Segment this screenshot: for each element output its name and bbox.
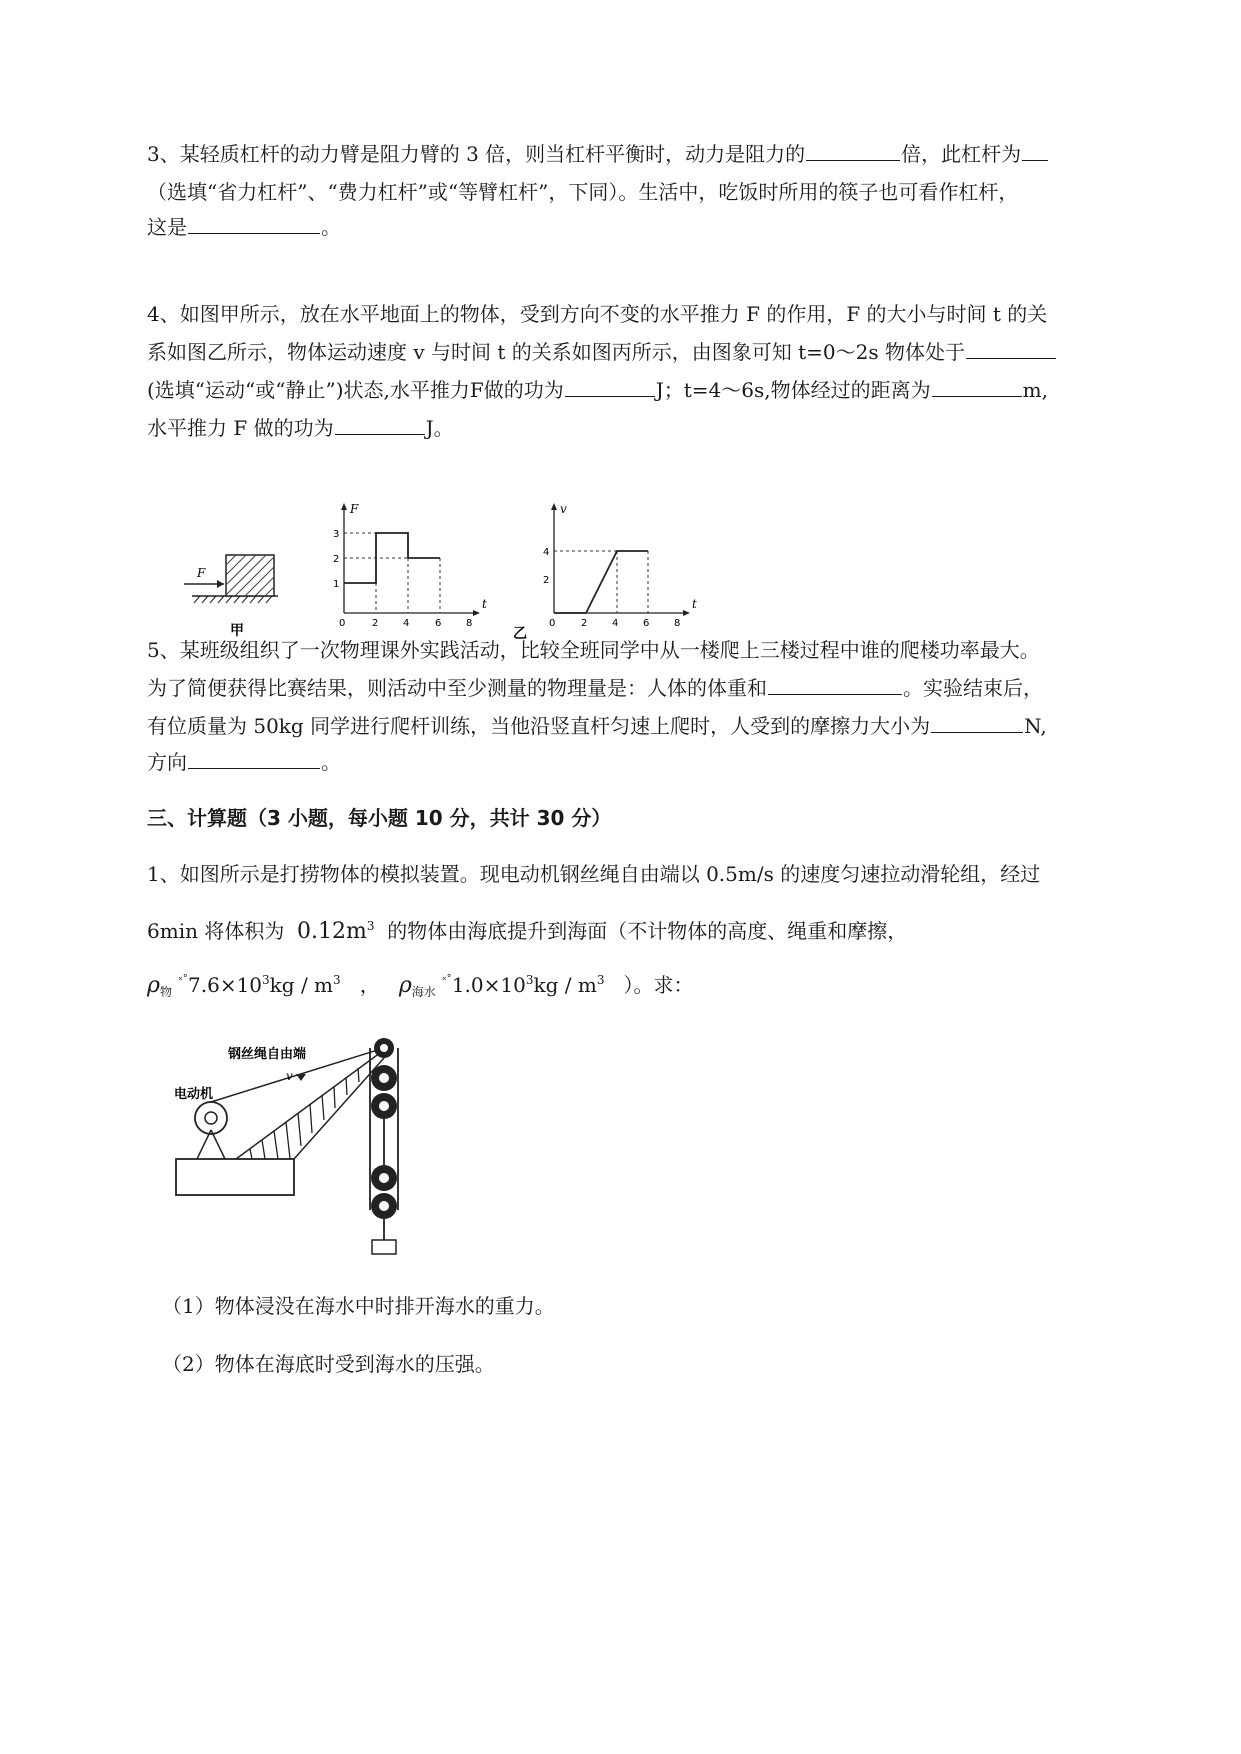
graph-f-ytick: 2	[333, 554, 340, 565]
q4-text-3c: m,	[1022, 378, 1048, 402]
q4-text-3b: J；t=4～6s,物体经过的距离为	[655, 378, 931, 402]
q3-text-1a: 3、某轻质杠杆的动力臂是阻力臂的 3 倍，则当杠杆平衡时，动力是阻力的	[147, 142, 806, 166]
force-time-graph	[333, 502, 487, 629]
q4-blank-3[interactable]	[932, 376, 1022, 397]
graph-f-x-label: t	[482, 597, 487, 611]
eq-glyph-2: ˟˚	[442, 974, 452, 987]
q4-line-4	[147, 414, 454, 442]
q4-text-3a: (选填“运动“或“静止”)状态,水平推力F做的功为	[147, 378, 564, 402]
q4-line-1	[147, 300, 1047, 328]
c1-line-3-end: ）。求：	[623, 973, 694, 997]
c1-text-2b: 的物体由海底提升到海面（不计物体的高度、绳重和摩擦，	[387, 919, 908, 943]
graph-v-y-label: v	[560, 502, 567, 516]
crane-figure	[170, 1028, 470, 1268]
q3-line-1	[147, 140, 1049, 168]
q5-line-2	[147, 674, 1043, 702]
graph-f-xtick: 2	[372, 618, 379, 629]
q3-blank-1[interactable]	[806, 140, 900, 161]
graph-f-ytick: 1	[333, 579, 340, 590]
rho-obj-unit: kg / m	[269, 973, 334, 997]
rho-separator: ，	[359, 973, 380, 997]
q4-text-4b: J。	[425, 416, 454, 440]
c1-line-2	[147, 912, 907, 946]
q5-blank-2[interactable]	[931, 712, 1023, 733]
c1-text-1: 1、如图所示是打捞物体的模拟装置。现电动机钢丝绳自由端以 0.5m/s 的速度匀速拉动滑轮组，经过	[147, 862, 1041, 886]
q5-text-1: 5、某班级组织了一次物理课外实践活动，比较全班同学中从一楼爬上三楼过程中谁的爬楼功率最大。	[147, 638, 1040, 662]
c1-line-1	[147, 860, 1040, 888]
q5-text-2b: 。实验结束后，	[903, 676, 1043, 700]
graph-f-y-label: F	[350, 502, 359, 516]
c1-line-3	[147, 966, 694, 1006]
graph-f-xtick: 0	[339, 618, 346, 629]
q4-blank-4[interactable]	[335, 414, 425, 435]
q3-text-2: （选填“省力杠杆”、“费力杠杆”或“等臂杠杆”，下同）。生活中，吃饭时所用的筷子也可看作杠杆，	[147, 180, 1019, 204]
q5-text-2a: 为了简便获得比赛结果，则活动中至少测量的物理量是：人体的体重和	[147, 676, 767, 700]
q3-text-1b: 倍，此杠杆为	[901, 142, 1022, 166]
q4-blank-2[interactable]	[565, 376, 655, 397]
q4-line-2	[147, 338, 1057, 366]
rope-end-label: 钢丝绳自由端	[228, 1047, 307, 1062]
q4-text-2a: 系如图乙所示，物体运动速度 v 与时间 t 的关系如图丙所示，由图象可知 t=0～2s 物体处于	[147, 340, 965, 364]
c1-sub-1: （1）物体浸没在海水中时排开海水的重力。	[162, 1294, 555, 1318]
volume-value: 0.12m	[297, 919, 367, 944]
q5-line-4	[147, 748, 341, 776]
rho-sea-unit: kg / m	[533, 973, 597, 997]
graph-v-xtick: 8	[674, 618, 681, 629]
rho-obj-exp: 3	[262, 973, 270, 987]
q5-blank-3[interactable]	[188, 748, 320, 769]
q5-text-3a: 有位质量为 50kg 同学进行爬杆训练，当他沿竖直杆匀速上爬时，人受到的摩擦力大小为	[147, 714, 931, 738]
rho-sea-exp: 3	[525, 973, 534, 987]
velocity-label: v	[286, 1069, 293, 1083]
graph-v-ytick: 4	[543, 547, 550, 558]
q5-text-4a: 方向	[147, 750, 187, 774]
rho-obj-symbol: ρ	[147, 973, 160, 998]
q4-figure	[180, 495, 800, 655]
q3-text-3b: 。	[321, 215, 341, 239]
q5-text-3b: N,	[1024, 714, 1047, 738]
q5-blank-1[interactable]	[768, 674, 902, 695]
graph-f-xtick: 8	[466, 618, 473, 629]
q4-text-4a: 水平推力 F 做的功为	[147, 416, 334, 440]
graph-f-ytick: 3	[333, 529, 340, 540]
q3-line-3	[147, 213, 341, 241]
rho-sea-unit-exp: 3	[596, 973, 605, 987]
rho-sea-symbol: ρ	[398, 973, 412, 998]
q3-text-3a: 这是	[147, 215, 187, 239]
volume-exp: 3	[366, 919, 375, 933]
rho-sea-value: 1.0×10	[451, 973, 526, 997]
q4-blank-1[interactable]	[966, 338, 1056, 359]
caption-yi: 乙	[513, 626, 527, 642]
motor-label: 电动机	[174, 1087, 214, 1102]
graph-v-xtick: 2	[581, 618, 588, 629]
c1-sub-2: （2）物体在海底时受到海水的压强。	[162, 1352, 495, 1376]
velocity-time-graph	[513, 502, 697, 642]
graph-v-xtick: 0	[549, 618, 556, 629]
q3-blank-2[interactable]	[1022, 140, 1048, 161]
graph-v-xtick: 6	[643, 618, 650, 629]
graph-v-x-label: t	[692, 597, 697, 611]
graph-f-xtick: 6	[435, 618, 442, 629]
rho-sea-sub: 海水	[411, 985, 436, 999]
block-force-label: F	[197, 566, 206, 580]
q4-line-3	[147, 376, 1048, 404]
rho-obj-sub: 物	[159, 985, 172, 999]
section-3-title: 三、计算题（3 小题，每小题 10 分，共计 30 分）	[147, 806, 612, 830]
q3-blank-3[interactable]	[188, 213, 320, 234]
block-caption: 甲	[230, 623, 244, 639]
block-diagram	[184, 555, 278, 639]
graph-v-xtick: 4	[612, 618, 619, 629]
rho-obj-value: 7.6×10	[188, 973, 263, 997]
q5-line-1	[147, 636, 1040, 664]
q5-text-4b: 。	[321, 750, 341, 774]
q3-line-2	[147, 178, 1018, 206]
eq-glyph-1: ˟˚	[178, 974, 189, 987]
q4-text-1: 4、如图甲所示，放在水平地面上的物体，受到方向不变的水平推力 F 的作用，F 的大小与时间 t 的关	[147, 302, 1048, 326]
rho-obj-unit-exp: 3	[333, 973, 341, 987]
c1-text-2a: 6min 将体积为	[147, 919, 285, 943]
graph-f-xtick: 4	[403, 618, 410, 629]
graph-v-ytick: 2	[543, 575, 550, 586]
q5-line-3	[147, 712, 1047, 740]
